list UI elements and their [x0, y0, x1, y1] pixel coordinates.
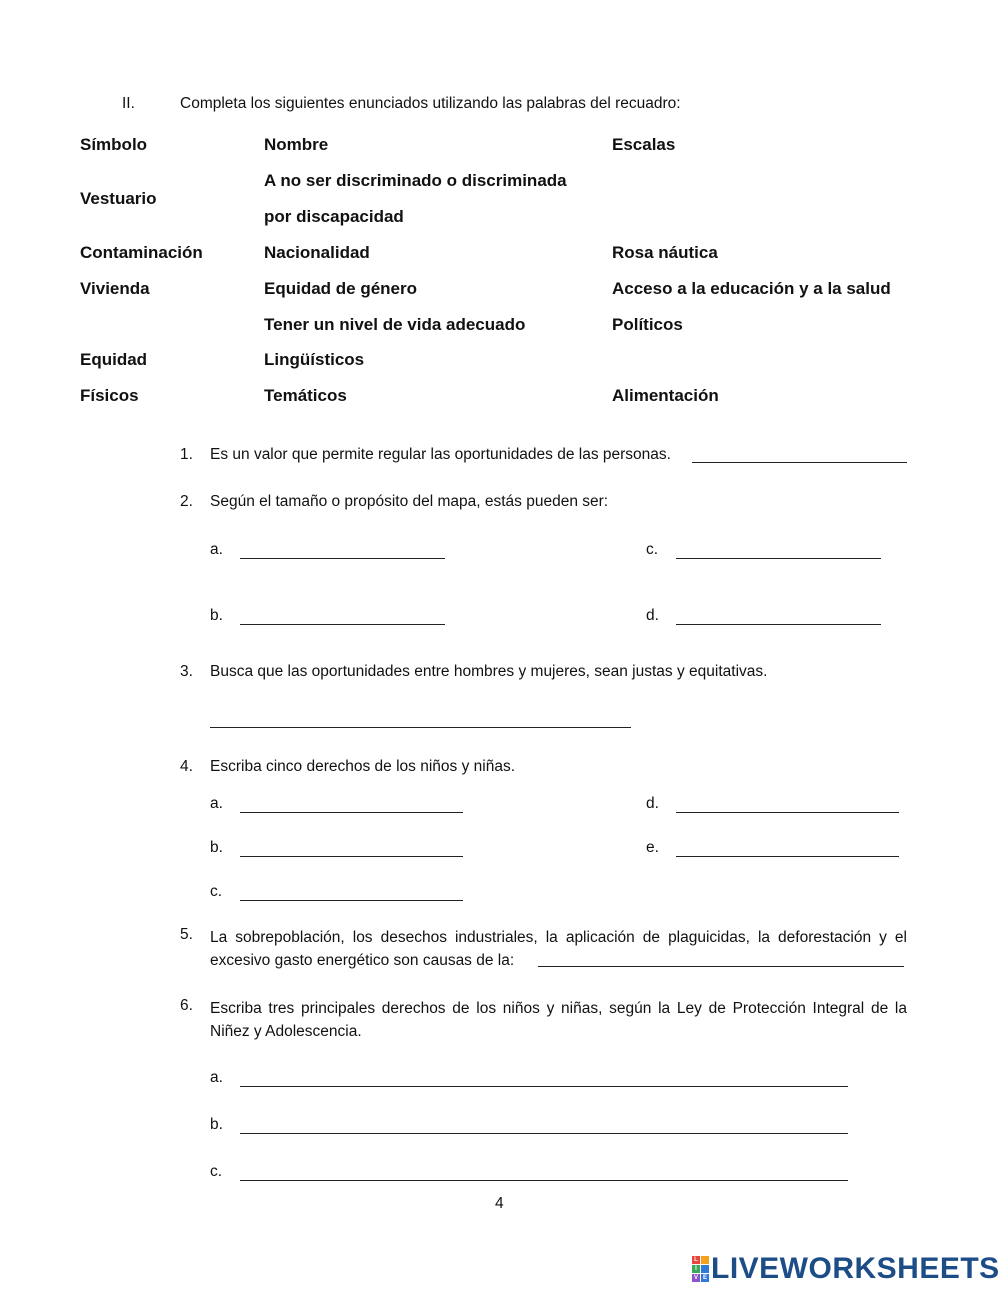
- word-item: Nombre: [264, 135, 329, 154]
- logo-block: I: [692, 1265, 700, 1273]
- word-item: Vivienda: [80, 279, 150, 298]
- question-number: 3.: [180, 663, 193, 680]
- option-label: c.: [210, 1163, 223, 1180]
- option-label: a.: [210, 541, 223, 558]
- answer-blank[interactable]: [240, 558, 445, 559]
- word-item: Rosa náutica: [612, 243, 718, 262]
- answer-blank[interactable]: [692, 462, 907, 463]
- question-text: Según el tamaño o propósito del mapa, estás pueden ser:: [210, 493, 609, 510]
- answer-blank[interactable]: [676, 558, 881, 559]
- option-label: d.: [646, 795, 659, 812]
- question-text: Busca que las oportunidades entre hombres y mujeres, sean justas y equitativas.: [210, 663, 768, 680]
- answer-blank[interactable]: [240, 856, 463, 857]
- word-item: Tener un nivel de vida adecuado: [264, 315, 526, 334]
- answer-blank[interactable]: [676, 856, 899, 857]
- section-numeral: II.: [122, 95, 135, 112]
- answer-blank[interactable]: [240, 1133, 848, 1134]
- word-item: Equidad: [80, 350, 148, 369]
- question-text: Escriba cinco derechos de los niños y niñas.: [210, 758, 515, 775]
- answer-blank[interactable]: [676, 624, 881, 625]
- option-label: b.: [210, 839, 223, 856]
- word-item: Lingüísticos: [264, 350, 365, 369]
- logo-block: E: [702, 1275, 707, 1281]
- answer-blank[interactable]: [210, 727, 631, 728]
- logo-block: L: [692, 1256, 700, 1264]
- instruction-text: Completa los siguientes enunciados utilizando las palabras del recuadro:: [180, 95, 681, 112]
- answer-blank[interactable]: [240, 1086, 848, 1087]
- word-item: Nacionalidad: [264, 243, 370, 262]
- answer-blank[interactable]: [240, 1180, 848, 1181]
- answer-blank[interactable]: [240, 624, 445, 625]
- word-item: Vestuario: [80, 189, 157, 208]
- word-item: Físicos: [80, 386, 139, 405]
- word-item: Acceso a la educación y a la salud: [612, 279, 891, 298]
- word-item: Símbolo: [80, 135, 148, 154]
- answer-blank[interactable]: [676, 812, 899, 813]
- word-item: A no ser discriminado o discriminada: [264, 171, 567, 190]
- option-label: a.: [210, 1069, 223, 1086]
- page-number: 4: [495, 1195, 504, 1212]
- word-item: Escalas: [612, 135, 676, 154]
- option-label: d.: [646, 607, 659, 624]
- word-item: Temáticos: [264, 386, 347, 405]
- liveworksheets-logo: [692, 1252, 1000, 1286]
- logo-blocks-icon: [692, 1256, 709, 1282]
- word-item: Políticos: [612, 315, 683, 334]
- question-number: 1.: [180, 446, 193, 463]
- logo-block: V: [693, 1275, 698, 1281]
- answer-blank[interactable]: [538, 966, 904, 967]
- option-label: b.: [210, 607, 223, 624]
- logo-text: LIVEWORKSHEETS: [711, 1252, 1000, 1285]
- question-text: La sobrepoblación, los desechos industriales, la aplicación de plaguicidas, la deforestación y el excesivo gasto energético son causas de la:: [210, 929, 907, 969]
- option-label: a.: [210, 795, 223, 812]
- question-number: 4.: [180, 758, 193, 775]
- answer-blank[interactable]: [240, 900, 463, 901]
- option-label: e.: [646, 839, 659, 856]
- option-label: b.: [210, 1116, 223, 1133]
- logo-block: [701, 1256, 709, 1264]
- question-text: Es un valor que permite regular las oportunidades de las personas.: [210, 446, 671, 463]
- question-number: 6.: [180, 997, 193, 1014]
- option-label: c.: [646, 541, 659, 558]
- logo-block: [701, 1265, 709, 1273]
- question-text: Escriba tres principales derechos de los niños y niñas, según la Ley de Protección Integral de la Niñez y Adolescencia.: [210, 1000, 907, 1040]
- option-label: c.: [210, 883, 223, 900]
- question-number: 5.: [180, 926, 193, 943]
- word-item: Contaminación: [80, 243, 203, 262]
- question-number: 2.: [180, 493, 193, 510]
- word-item: por discapacidad: [264, 207, 404, 226]
- word-item: Equidad de género: [264, 279, 418, 298]
- word-item: Alimentación: [612, 386, 719, 405]
- answer-blank[interactable]: [240, 812, 463, 813]
